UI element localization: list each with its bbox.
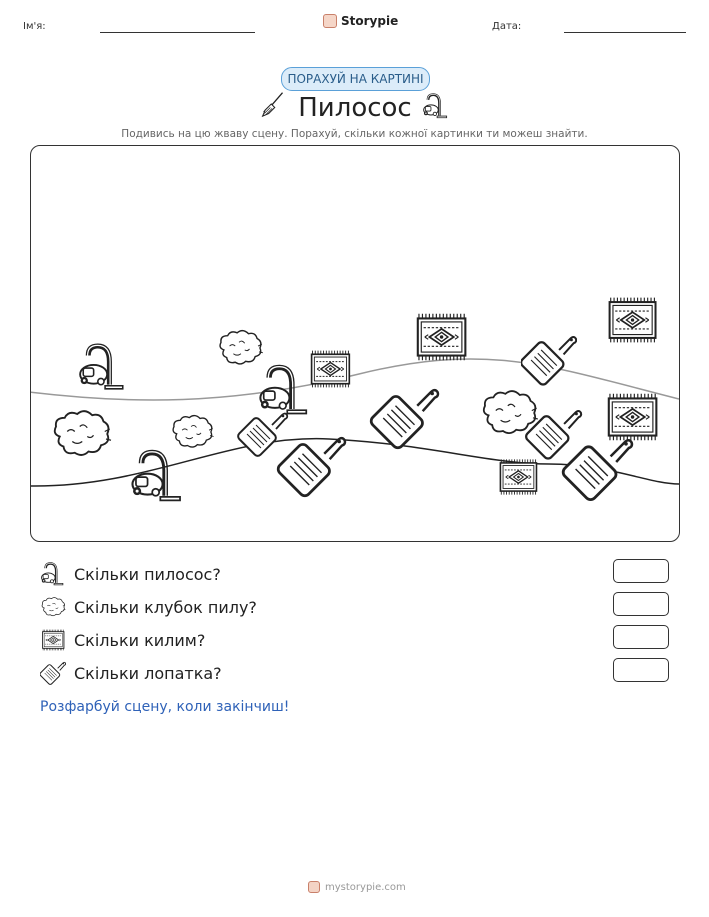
vacuum-cleaner-icon (261, 366, 307, 414)
vacuum-cleaner-icon (422, 92, 450, 120)
rug-icon (418, 314, 466, 360)
date-label: Дата: (492, 21, 522, 32)
answer-box[interactable] (613, 592, 669, 616)
rug-icon (609, 394, 657, 440)
answer-box[interactable] (613, 625, 669, 649)
question-row (40, 660, 222, 686)
dustpan-icon (276, 439, 345, 499)
vacuum-cleaner-icon (133, 451, 181, 501)
dustpan-icon (369, 391, 438, 451)
dust-bunny-icon (174, 416, 215, 448)
brand-logo (323, 14, 398, 28)
rug-icon (501, 460, 537, 495)
answer-box[interactable] (613, 559, 669, 583)
question-row (40, 627, 205, 653)
question-row (40, 594, 257, 620)
vacuum-cleaner-icon (81, 345, 124, 390)
name-line[interactable] (100, 32, 255, 33)
instructions: Подивись на цю жваву сцену. Порахуй, скільки кожної картинки ти можеш знайти. (121, 128, 588, 140)
site-url[interactable]: mystorypie.com (325, 881, 406, 893)
question-text: Скільки лопатка? (74, 663, 222, 683)
question-text: Скільки клубок пилу? (74, 597, 257, 617)
scene-canvas (30, 145, 679, 541)
question-text: Скільки килим? (74, 630, 206, 650)
rug-icon (610, 298, 656, 343)
answer-box[interactable] (613, 658, 669, 682)
ground-line-light (30, 359, 679, 400)
dust-bunny-icon (40, 594, 66, 620)
rug-icon (312, 351, 350, 388)
dust-bunny-icon (484, 391, 538, 433)
rug-icon (40, 627, 66, 653)
storypie-logo-icon (308, 881, 320, 893)
vacuum-cleaner-icon (40, 561, 66, 587)
brand-name: Storypie (341, 14, 399, 28)
dust-bunny-icon (220, 331, 263, 364)
count-scene (30, 145, 680, 542)
dustpan-icon (237, 414, 288, 458)
page-title: Пилосос (298, 93, 412, 123)
activity-tag: ПОРАХУЙ НА КАРТИНІ (281, 67, 430, 91)
dustpan-icon (520, 337, 577, 386)
dustpan-icon (40, 660, 66, 686)
question-row (40, 561, 221, 587)
date-line[interactable] (564, 32, 686, 33)
storypie-logo-icon (323, 14, 337, 28)
dustpan-icon (561, 441, 632, 503)
name-label: Ім'я: (23, 21, 46, 32)
dust-bunny-icon (55, 412, 111, 456)
question-text: Скільки пилосос? (74, 564, 221, 584)
footer-site (308, 881, 406, 893)
color-prompt: Розфарбуй сцену, коли закінчиш! (40, 699, 290, 715)
